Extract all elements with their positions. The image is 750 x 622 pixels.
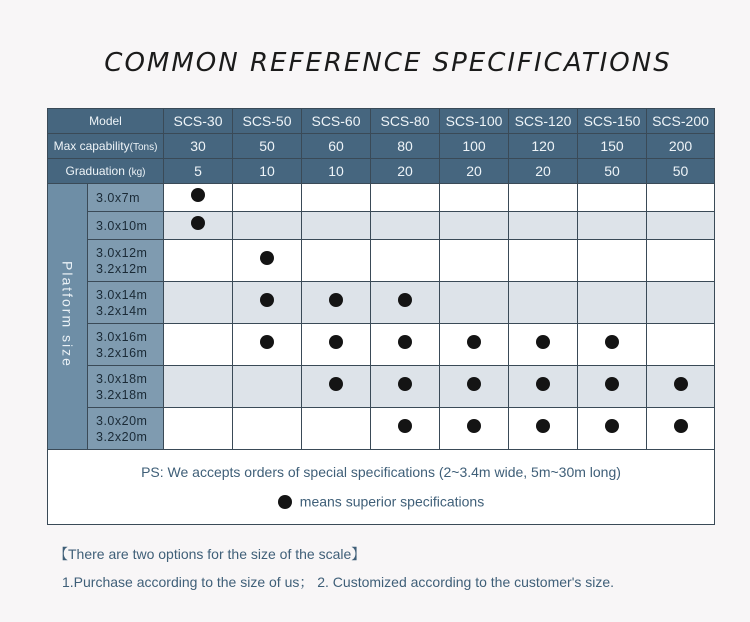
model-cell: SCS-60: [302, 109, 371, 134]
bullet-icon: [278, 495, 292, 509]
capacity-cell: 200: [647, 134, 715, 159]
bullet-icon: [260, 293, 274, 307]
availability-cell: [164, 408, 233, 450]
spec-table: [47, 108, 715, 525]
size-cell: [88, 240, 164, 282]
graduation-cell: 50: [578, 159, 647, 184]
size-cell: [88, 282, 164, 324]
bullet-icon: [536, 419, 550, 433]
bullet-icon: [329, 335, 343, 349]
availability-cell: [578, 282, 647, 324]
ps-note: PS: We accepts orders of special specifications (2~3.4m wide, 5m~30m long): [141, 464, 621, 481]
availability-cell: [233, 324, 302, 366]
availability-cell: [440, 212, 509, 240]
capacity-cell: 120: [509, 134, 578, 159]
capacity-cell: 100: [440, 134, 509, 159]
availability-cell: [233, 408, 302, 450]
size-row: [48, 408, 715, 450]
size-cell: [88, 408, 164, 450]
bullet-icon: [536, 335, 550, 349]
model-cell: SCS-100: [440, 109, 509, 134]
availability-cell: [647, 212, 715, 240]
bullet-icon: [467, 335, 481, 349]
page-title: COMMON REFERENCE SPECIFICATIONS: [104, 48, 672, 78]
availability-cell: [164, 282, 233, 324]
bullet-icon: [398, 293, 412, 307]
availability-cell: [164, 184, 233, 212]
capacity-unit: (Tons): [129, 142, 158, 153]
graduation-cell: 50: [647, 159, 715, 184]
model-cell: SCS-120: [509, 109, 578, 134]
bullet-icon: [329, 377, 343, 391]
availability-cell: [233, 240, 302, 282]
graduation-cell: 10: [233, 159, 302, 184]
graduation-unit: (kg): [128, 167, 146, 178]
size-line: 3.2x20m: [96, 429, 148, 444]
size-cell: [88, 324, 164, 366]
size-line: 3.0x14m: [96, 287, 148, 302]
availability-cell: [578, 184, 647, 212]
size-line: 3.2x12m: [96, 261, 148, 276]
platform-size-text: Platform size: [59, 260, 76, 368]
availability-cell: [440, 184, 509, 212]
bullet-icon: [260, 335, 274, 349]
size-line: 3.2x16m: [96, 345, 148, 360]
ps-row: [48, 450, 715, 525]
availability-cell: [647, 240, 715, 282]
availability-cell: [233, 212, 302, 240]
availability-cell: [509, 282, 578, 324]
capacity-cell: 30: [164, 134, 233, 159]
bullet-icon: [260, 251, 274, 265]
availability-cell: [578, 212, 647, 240]
availability-cell: [509, 184, 578, 212]
availability-cell: [371, 408, 440, 450]
capacity-label: Max capability(Tons): [48, 134, 164, 159]
bullet-icon: [398, 419, 412, 433]
graduation-cell: 20: [371, 159, 440, 184]
availability-cell: [509, 240, 578, 282]
availability-cell: [647, 408, 715, 450]
capacity-cell: 80: [371, 134, 440, 159]
availability-cell: [164, 366, 233, 408]
options-line: 1.Purchase according to the size of us； 2. Customized according to the customer's size.: [62, 574, 615, 590]
legend-text: means superior specifications: [299, 493, 485, 510]
capacity-cell: 150: [578, 134, 647, 159]
availability-cell: [164, 324, 233, 366]
size-cell: [88, 212, 164, 240]
availability-cell: [302, 408, 371, 450]
bullet-icon: [191, 216, 205, 230]
size-row: [48, 212, 715, 240]
bullet-icon: [605, 335, 619, 349]
size-line: 3.0x12m: [96, 245, 148, 260]
availability-cell: [578, 408, 647, 450]
model-cell: SCS-50: [233, 109, 302, 134]
availability-cell: [302, 366, 371, 408]
availability-cell: [509, 324, 578, 366]
bullet-icon: [467, 419, 481, 433]
bullet-icon: [398, 335, 412, 349]
options-heading: 【There are two options for the size of the scale】: [54, 546, 366, 562]
model-cell: SCS-200: [647, 109, 715, 134]
availability-cell: [371, 324, 440, 366]
availability-cell: [302, 212, 371, 240]
capacity-row: [48, 134, 715, 159]
availability-cell: [233, 366, 302, 408]
size-line: 3.0x7m: [96, 190, 140, 205]
availability-cell: [302, 240, 371, 282]
availability-cell: [509, 408, 578, 450]
availability-cell: [578, 240, 647, 282]
model-label: Model: [48, 109, 164, 134]
availability-cell: [302, 184, 371, 212]
graduation-cell: 20: [440, 159, 509, 184]
bullet-icon: [467, 377, 481, 391]
bullet-icon: [605, 419, 619, 433]
availability-cell: [578, 324, 647, 366]
bullet-icon: [536, 377, 550, 391]
availability-cell: [440, 282, 509, 324]
availability-cell: [509, 212, 578, 240]
graduation-row: [48, 159, 715, 184]
availability-cell: [164, 240, 233, 282]
bullet-icon: [329, 293, 343, 307]
availability-cell: [440, 366, 509, 408]
size-line: 3.0x16m: [96, 329, 148, 344]
availability-cell: [302, 324, 371, 366]
size-row: [48, 282, 715, 324]
size-row: [48, 324, 715, 366]
availability-cell: [440, 324, 509, 366]
size-cell: [88, 366, 164, 408]
availability-cell: [371, 184, 440, 212]
size-line: 3.0x18m: [96, 371, 148, 386]
size-row: [48, 366, 715, 408]
capacity-cell: 50: [233, 134, 302, 159]
size-line: 3.0x20m: [96, 413, 148, 428]
size-line: 3.2x18m: [96, 387, 148, 402]
platform-size-rows: [48, 184, 715, 450]
availability-cell: [578, 366, 647, 408]
availability-cell: [371, 212, 440, 240]
availability-cell: [302, 282, 371, 324]
availability-cell: [647, 282, 715, 324]
bullet-icon: [674, 419, 688, 433]
availability-cell: [440, 240, 509, 282]
model-row: [48, 109, 715, 134]
bullet-icon: [605, 377, 619, 391]
bullet-icon: [398, 377, 412, 391]
platform-size-label: [48, 184, 88, 450]
size-line: 3.0x10m: [96, 218, 148, 233]
legend: [48, 492, 714, 509]
bullet-icon: [674, 377, 688, 391]
availability-cell: [509, 366, 578, 408]
availability-cell: [647, 184, 715, 212]
graduation-cell: 10: [302, 159, 371, 184]
size-row: [48, 240, 715, 282]
availability-cell: [371, 240, 440, 282]
availability-cell: [164, 212, 233, 240]
graduation-cell: 5: [164, 159, 233, 184]
ps-box: [48, 450, 715, 525]
model-cell: SCS-80: [371, 109, 440, 134]
availability-cell: [371, 282, 440, 324]
availability-cell: [440, 408, 509, 450]
availability-cell: [371, 366, 440, 408]
availability-cell: [647, 366, 715, 408]
graduation-label: Graduation (kg): [48, 159, 164, 184]
availability-cell: [233, 282, 302, 324]
size-line: 3.2x14m: [96, 303, 148, 318]
bullet-icon: [191, 188, 205, 202]
graduation-cell: 20: [509, 159, 578, 184]
size-row: [48, 184, 715, 212]
availability-cell: [233, 184, 302, 212]
model-cell: SCS-30: [164, 109, 233, 134]
availability-cell: [647, 324, 715, 366]
size-cell: [88, 184, 164, 212]
capacity-cell: 60: [302, 134, 371, 159]
model-cell: SCS-150: [578, 109, 647, 134]
